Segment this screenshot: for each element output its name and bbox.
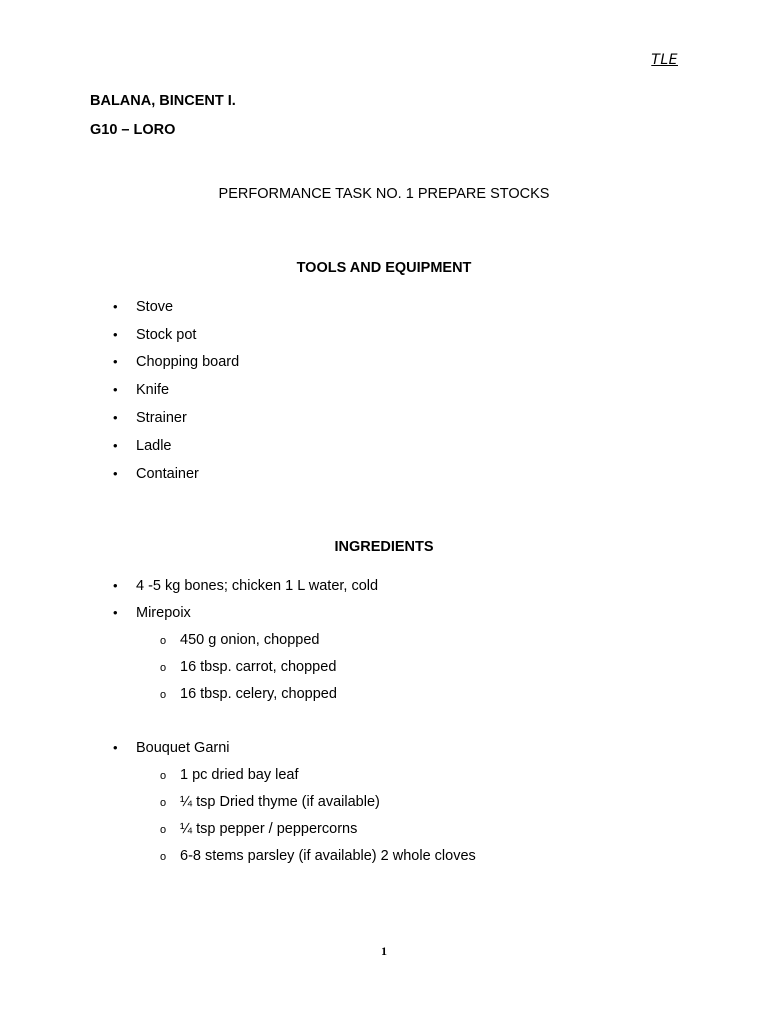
- tool-item: • Stock pot: [113, 327, 197, 343]
- tool-item: • Container: [113, 466, 199, 482]
- bullet-icon: •: [113, 327, 118, 342]
- bouquet-item: o 6-8 stems parsley (if available) 2 whole cloves: [160, 848, 476, 864]
- bouquet-item: o ¼ tsp Dried thyme (if available): [160, 794, 380, 810]
- bullet-icon: •: [113, 382, 118, 397]
- tool-item: • Stove: [113, 299, 174, 315]
- tool-item: • Strainer: [113, 410, 187, 426]
- ingredient-item: • 4 -5 kg bones; chicken 1 L water, cold: [113, 578, 379, 594]
- sub-bullet-icon: o: [160, 797, 167, 809]
- bouquet-item: o ¼ tsp pepper / peppercorns: [160, 821, 358, 837]
- mirepoix-item: o 450 g onion, chopped: [160, 632, 320, 648]
- ingredients-heading: INGREDIENTS: [334, 539, 434, 555]
- task-title: PERFORMANCE TASK NO. 1 PREPARE STOCKS: [218, 186, 550, 202]
- bullet-icon: •: [113, 410, 118, 425]
- bullet-icon: •: [113, 740, 118, 755]
- ingredient-item-bouquet: • Bouquet Garni: [113, 740, 230, 756]
- sub-bullet-icon: o: [160, 689, 167, 701]
- sub-bullet-icon: o: [160, 770, 167, 782]
- page-number: 1: [381, 944, 387, 958]
- bullet-icon: •: [113, 438, 118, 453]
- sub-bullet-icon: o: [160, 662, 167, 674]
- sub-bullet-icon: o: [160, 824, 167, 836]
- sub-bullet-icon: o: [160, 635, 167, 647]
- bullet-icon: •: [113, 354, 118, 369]
- bullet-icon: •: [113, 466, 118, 481]
- student-section: G10 – LORO: [90, 122, 176, 138]
- ingredient-item-mirepoix: • Mirepoix: [113, 605, 191, 621]
- tool-item: • Ladle: [113, 438, 172, 454]
- tool-item: • Knife: [113, 382, 170, 398]
- subject-label: TLE: [651, 52, 678, 68]
- tool-item: • Chopping board: [113, 354, 240, 370]
- bullet-icon: •: [113, 578, 118, 593]
- student-name: BALANA, BINCENT I.: [90, 93, 236, 109]
- sub-bullet-icon: o: [160, 851, 167, 863]
- bullet-icon: •: [113, 299, 118, 314]
- mirepoix-item: o 16 tbsp. carrot, chopped: [160, 659, 337, 675]
- bullet-icon: •: [113, 605, 118, 620]
- bouquet-item: o 1 pc dried bay leaf: [160, 767, 299, 783]
- mirepoix-item: o 16 tbsp. celery, chopped: [160, 686, 337, 702]
- tools-heading: TOOLS AND EQUIPMENT: [296, 260, 472, 276]
